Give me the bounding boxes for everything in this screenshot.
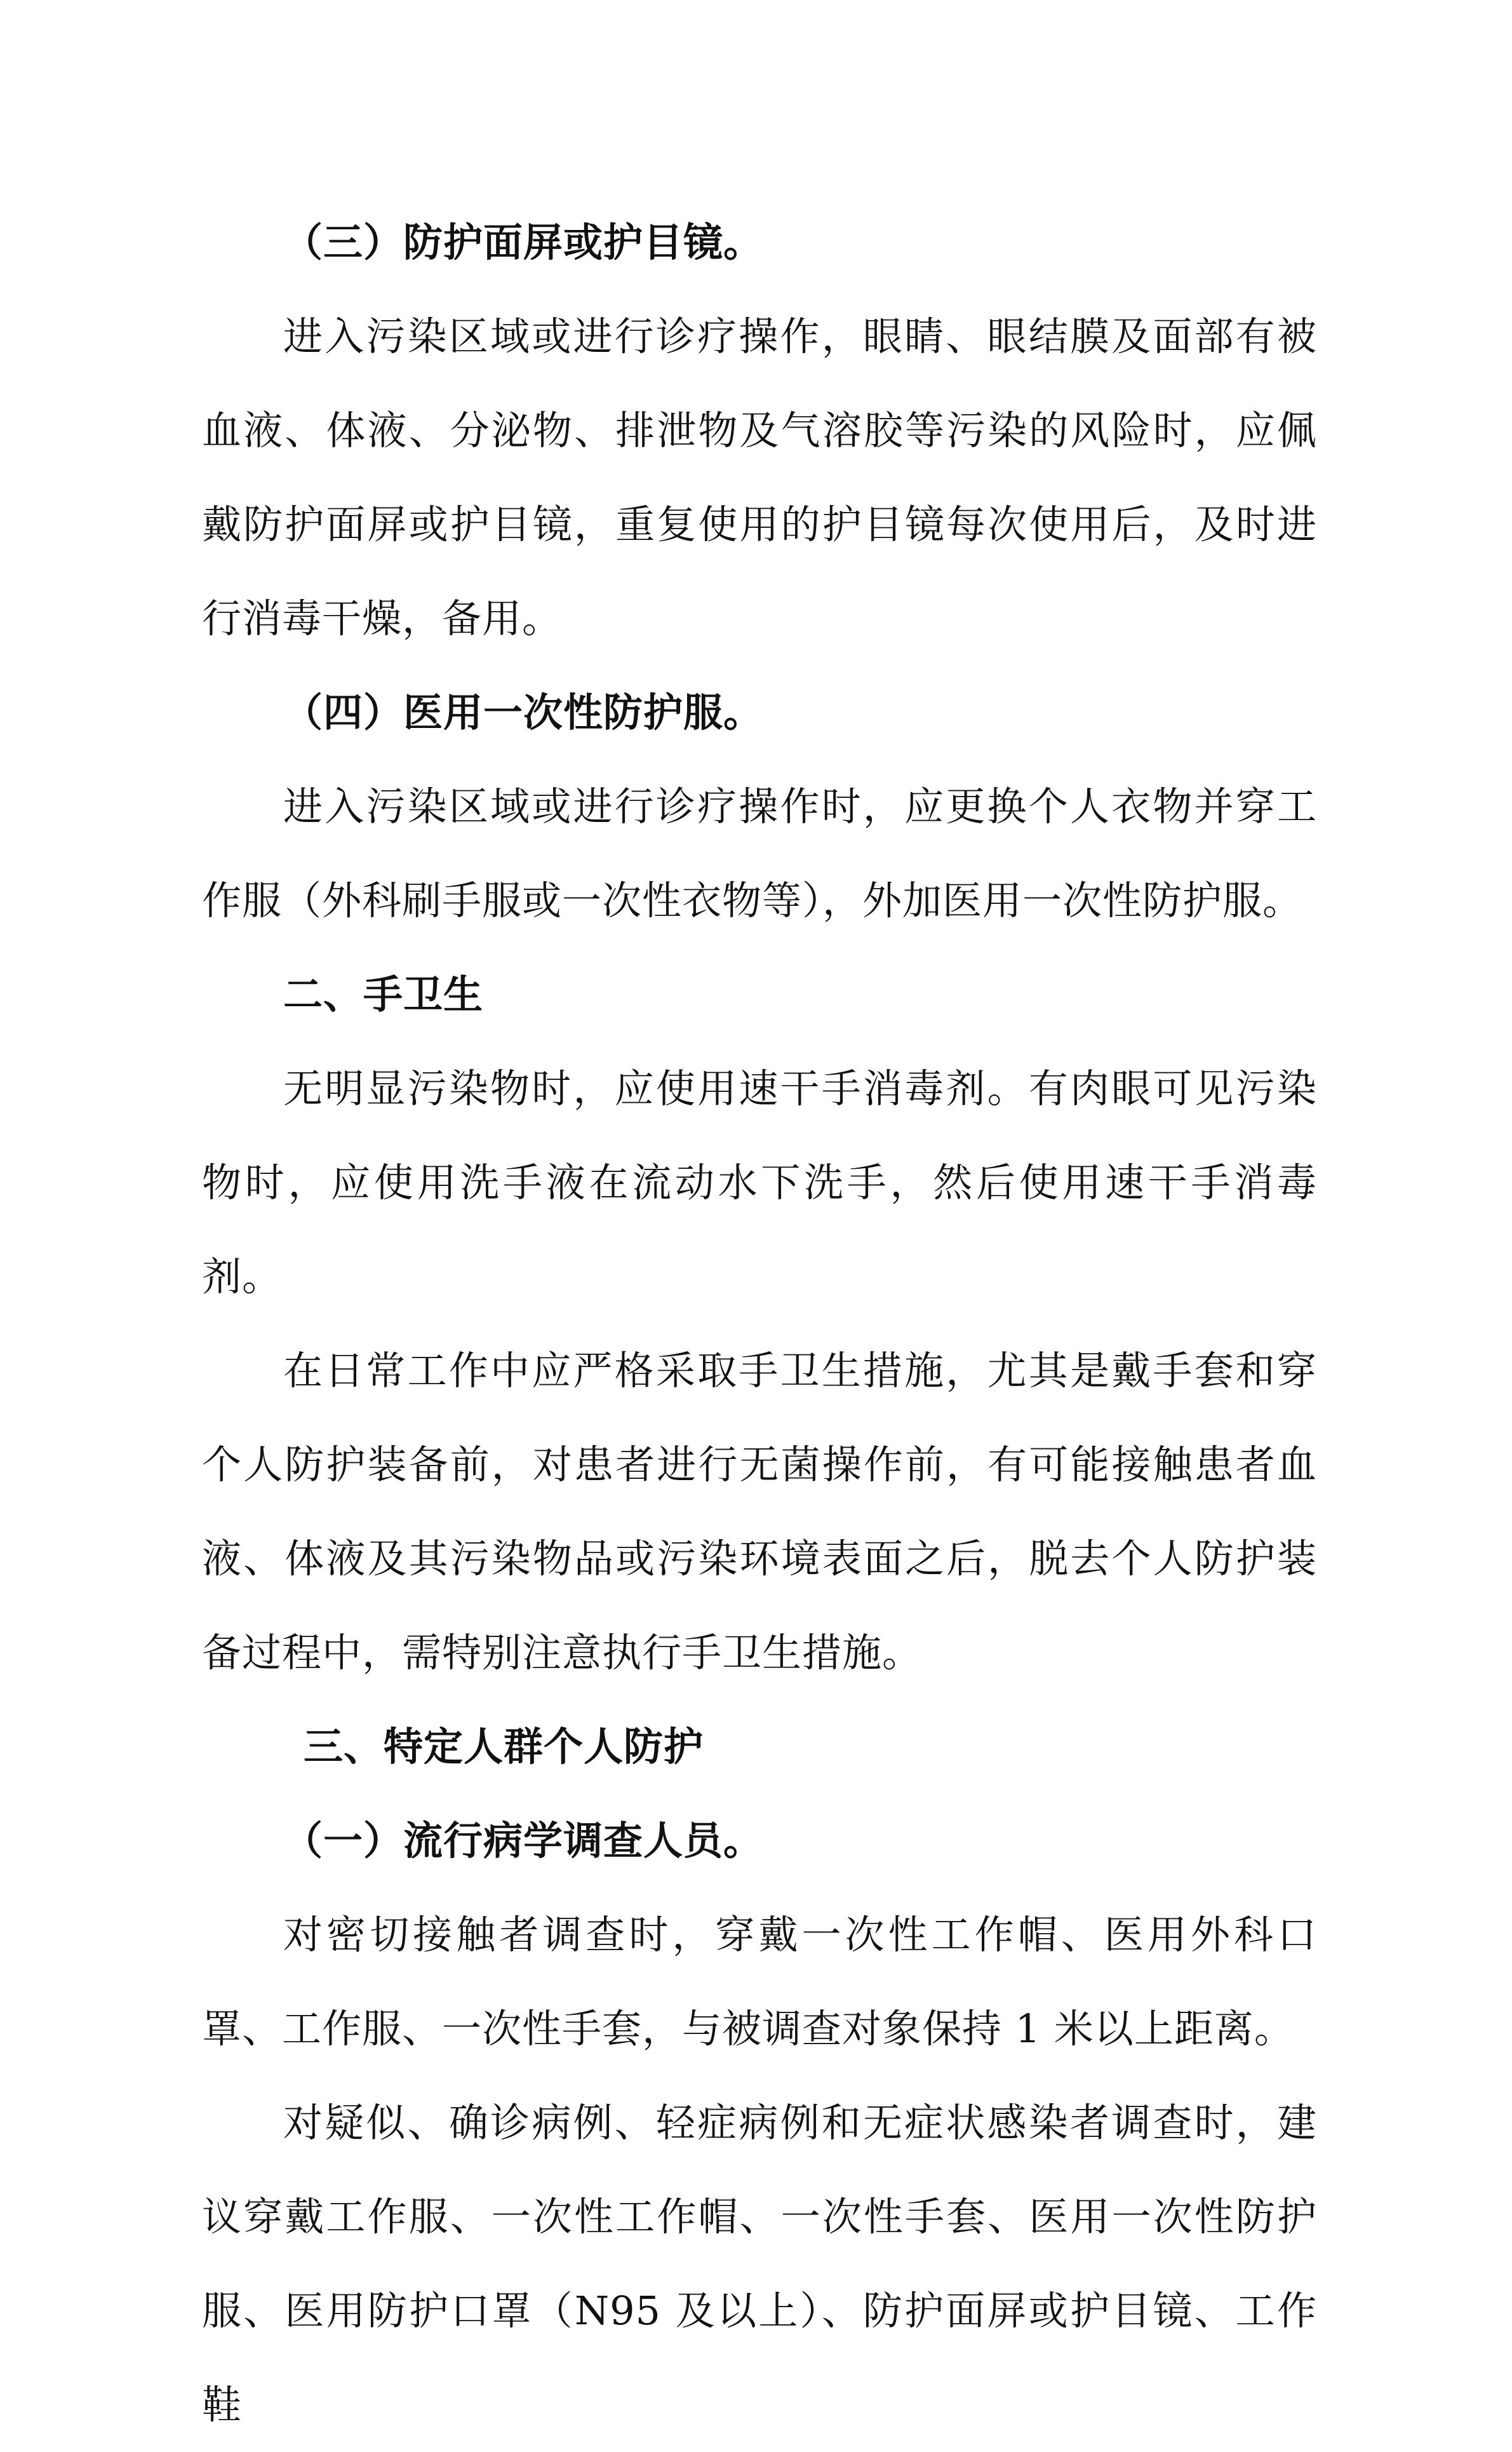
paragraph-protective-suit: 进入污染区域或进行诊疗操作时，应更换个人衣物并穿工作服（外科刷手服或一次性衣物等），外加医用一次性防护服。 <box>202 783 1317 924</box>
paragraph-close-contacts: 对密切接触者调查时，穿戴一次性工作帽、医用外科口罩、工作服、一次性手套，与被调查对象保持 1 米以上距离。 <box>202 1911 1317 2052</box>
heading-specific-groups: 三、特定人群个人防护 <box>304 1723 704 1770</box>
paragraph-face-shield: 进入污染区域或进行诊疗操作，眼睛、眼结膜及面部有被血液、体液、分泌物、排泄物及气溶胶等污染的风险时，应佩戴防护面屏或护目镜，重复使用的护目镜每次使用后，及时进行消毒干燥，备用。 <box>202 313 1317 642</box>
heading-hand-hygiene: 二、手卫生 <box>283 971 484 1018</box>
subheading-epidemiology-staff: （一）流行病学调查人员。 <box>283 1817 764 1864</box>
document-body <box>202 196 1317 2452</box>
subheading-face-shield: （三）防护面屏或护目镜。 <box>283 219 764 266</box>
paragraph-hand-hygiene-2: 在日常工作中应严格采取手卫生措施，尤其是戴手套和穿个人防护装备前，对患者进行无菌操作前，有可能接触患者血液、体液及其污染物品或污染环境表面之后，脱去个人防护装备过程中，需特别注意执行手卫生措施。 <box>202 1347 1317 1676</box>
subheading-protective-suit: （四）医用一次性防护服。 <box>283 689 764 736</box>
paragraph-suspected-cases: 对疑似、确诊病例、轻症病例和无症状感染者调查时，建议穿戴工作服、一次性工作帽、一次性手套、医用一次性防护服、医用防护口罩（N95 及以上）、防护面屏或护目镜、工作鞋 <box>202 2099 1317 2428</box>
paragraph-hand-hygiene-1: 无明显污染物时，应使用速干手消毒剂。有肉眼可见污染物时，应使用洗手液在流动水下洗手，然后使用速干手消毒剂。 <box>202 1065 1317 1300</box>
